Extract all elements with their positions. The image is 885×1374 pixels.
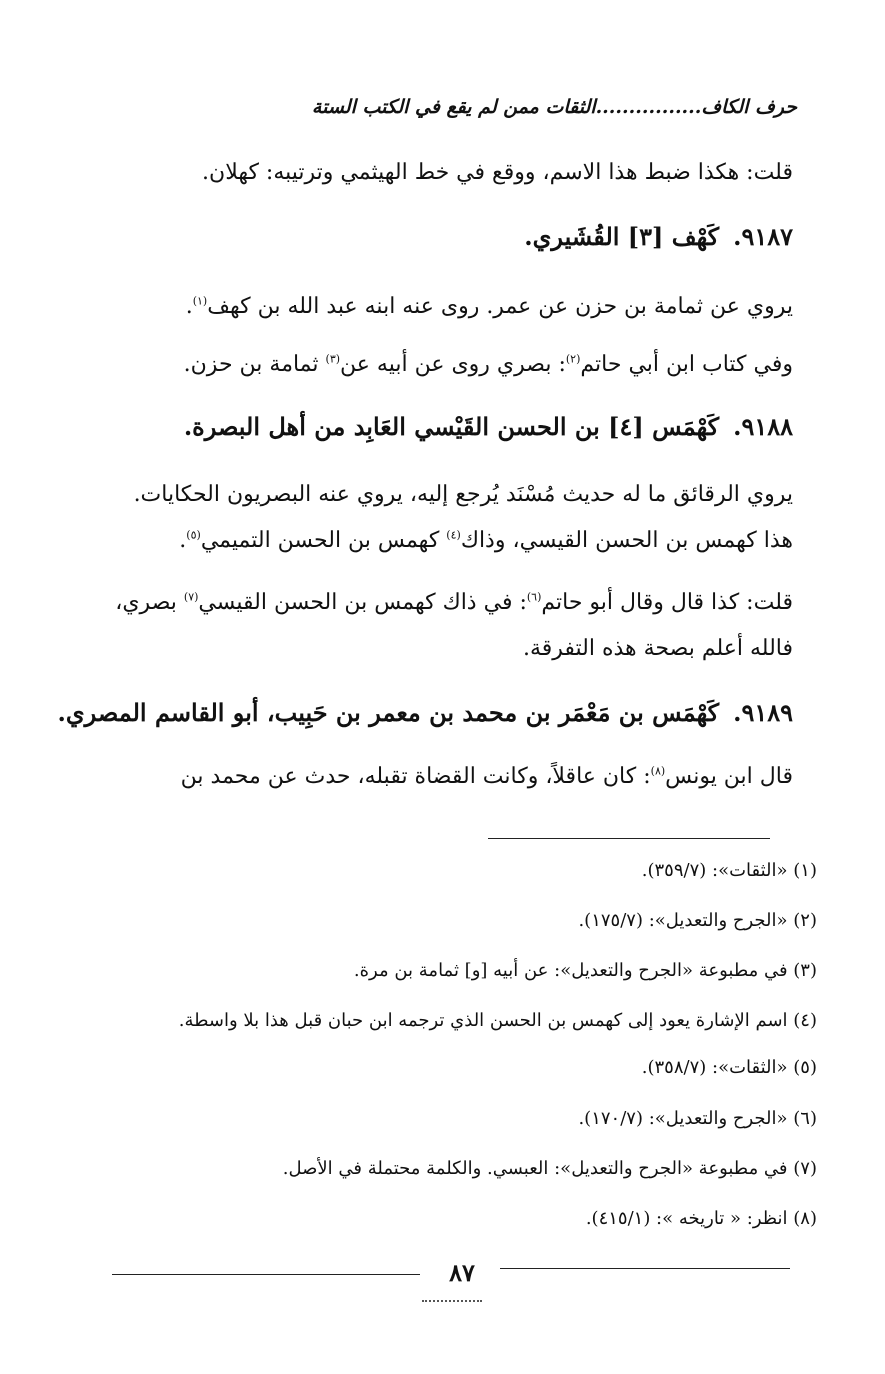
paragraph-raqaiq: يروي الرقائق ما له حديث مُسْنَد يُرجع إليه، يروي عنه البصريون الحكايات. [133, 482, 793, 507]
entry-name: كَهْمَس [٤] بن الحسن القَيْسي العَابِد من أهل البصرة. [183, 412, 720, 441]
footnote-ref: (٥) [186, 528, 201, 542]
entry-9187-heading [81, 222, 793, 251]
footnote-6: (٦) «الجرح والتعديل»: (١٧٠/٧). [578, 1108, 817, 1129]
paragraph-text: بصري، [115, 590, 184, 615]
paragraph-note-kahlan: قلت: هكذا ضبط هذا الاسم، ووقع في خط الهيثمي وترتيبه: كهلان. [202, 160, 793, 185]
footnote-ref: (٨) [650, 764, 666, 778]
footnote-ref: (٣) [325, 352, 341, 366]
footnote-ref: (٦) [526, 590, 542, 604]
paragraph-allah-knows: فالله أعلم بصحة هذه التفرقة. [522, 636, 793, 661]
paragraph-two-kahmas [81, 528, 793, 553]
entry-name: كَهْف [٣] القُشَيري. [524, 222, 720, 251]
paragraph-text: . [179, 528, 187, 553]
entry-9188-heading [81, 412, 793, 441]
footnote-2: (٢) «الجرح والتعديل»: (١٧٥/٧). [578, 910, 817, 931]
entry-number: ٩١٨٧. [733, 222, 793, 251]
footnote-8: (٨) انظر: « تاريخه »: (٤١٥/١). [585, 1208, 817, 1229]
paragraph-abu-hatim [81, 590, 793, 615]
header-dots: ................ [595, 96, 702, 118]
paragraph-text: قال ابن يونس [665, 764, 793, 789]
paragraph-text: : كان عاقلاً، وكانت القضاة تقبله، حدث عن محمد بن [180, 764, 651, 789]
paragraph-ibn-abi-hatim [81, 352, 793, 377]
footnote-1: (١) «الثقات»: (٣٥٩/٧). [641, 860, 817, 881]
paragraph-text: هذا كهمس بن الحسن القيسي، وذاك [460, 528, 793, 553]
footnote-ref: (١) [192, 294, 208, 308]
footnote-ref: (٧) [183, 590, 199, 604]
footnote-4: (٤) اسم الإشارة يعود إلى كهمس بن الحسن الذي ترجمه ابن حبان قبل هذا بلا واسطة. [178, 1010, 817, 1031]
footnote-separator [488, 838, 770, 839]
bottom-rule-right [500, 1268, 790, 1269]
footnote-7: (٧) في مطبوعة «الجرح والتعديل»: العبسي. والكلمة محتملة في الأصل. [282, 1158, 817, 1179]
paragraph-text: كهمس بن الحسن التميمي [200, 528, 447, 553]
footnote-3: (٣) في مطبوعة «الجرح والتعديل»: عن أبيه [و] ثمامة بن مرة. [353, 960, 817, 981]
paragraph-text: ثمامة بن حزن. [183, 352, 326, 377]
entry-number: ٩١٨٩. [733, 698, 793, 727]
paragraph-text: قلت: كذا قال وقال أبو حاتم [541, 590, 793, 615]
bottom-rule-left [112, 1274, 420, 1275]
paragraph-text: : بصري روى عن أبيه عن [340, 352, 566, 377]
page-number: ٨٧ [449, 1258, 475, 1287]
entry-9189-heading [57, 698, 793, 727]
running-header [85, 96, 797, 118]
footnote-ref: (٢) [565, 352, 581, 366]
paragraph-ibn-yunus [81, 764, 793, 789]
paragraph-entry-9187-narrators [81, 294, 793, 319]
paragraph-text: وفي كتاب ابن أبي حاتم [580, 352, 793, 377]
footnote-ref: (٤) [446, 528, 461, 542]
header-chapter: حرف الكاف [701, 96, 797, 118]
page-number-ornament [422, 1290, 482, 1302]
entry-number: ٩١٨٨. [733, 412, 793, 441]
entry-name: كَهْمَس بن مَعْمَر بن محمد بن معمر بن حَبِيب، أبو القاسم المصري. [57, 698, 720, 727]
paragraph-text: . [185, 294, 193, 319]
paragraph-text: : في ذاك كهمس بن الحسن القيسي [198, 590, 527, 615]
header-book-title: الثقات ممن لم يقع في الكتب الستة [311, 96, 596, 118]
paragraph-text: يروي عن ثمامة بن حزن عن عمر. روى عنه ابنه عبد الله بن كهف [207, 294, 793, 319]
footnote-5: (٥) «الثقات»: (٣٥٨/٧). [641, 1057, 817, 1078]
